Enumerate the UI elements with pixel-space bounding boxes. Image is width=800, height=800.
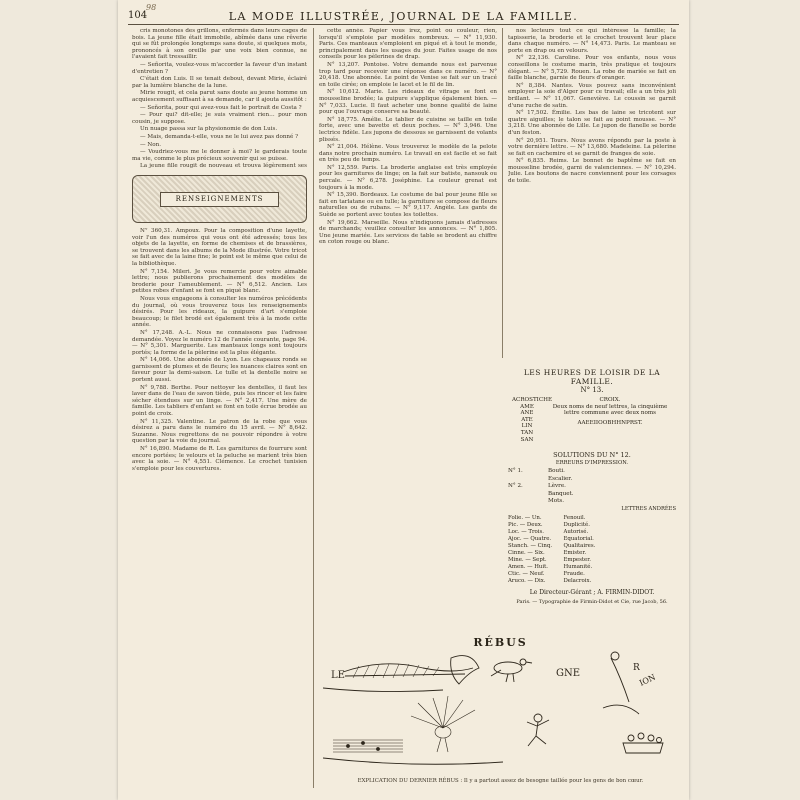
rebus-puzzle <box>323 638 678 788</box>
renseignement-paragraph: N° 11,325. Valentine. Le patron de la robe que vous désirez a paru dans le numéro du 15 avril. — N° 8,642. Suzanne. Nous regrettons de ne pouvoir répondre à votre question par la voie du journal. <box>132 418 307 445</box>
grid-row <box>508 515 676 522</box>
puzzle-row <box>508 397 676 449</box>
rebus-line <box>345 674 465 676</box>
acrostic-letter: AME <box>520 403 534 410</box>
story-paragraph: — Mais, demanda-t-elle, vous ne le lui avez pas donné ? <box>140 133 299 140</box>
grid-cell: Stanch. — Cinq. <box>508 542 553 549</box>
solution-row <box>508 483 676 506</box>
renseignement-paragraph: N° 15,390. Bordeaux. Le costume de bal pour jeune fille se fait en tarlatane ou en tulle; la garniture se compose de fleurs naturelles ou de rubans. — N° 9,117. Angèle. Les gants de Suède se portent avec toutes les toilettes. <box>319 192 497 219</box>
grid-cell: Folie. — Un. <box>508 514 542 521</box>
renseignements-column-3 <box>508 28 676 358</box>
rebus-letters-gne: GNE <box>556 668 581 679</box>
charade-letters: AAEEIIOOBHHNPRST. <box>577 419 643 426</box>
renseignement-paragraph: N° 16,890. Madame de R. Les garnitures de fourrure sont encore portées; le velours et la peluche se marient très bien avec la soie. — N° 4,551. Clémence. Le crochet tunisien s'emploie pour les couvertures. <box>132 446 307 472</box>
story-paragraph: — Non. <box>140 141 162 148</box>
bird-head <box>520 659 526 665</box>
story-paragraph: cris monotones des grillons, enfermés dans leurs cages de bois. La jeune fille était immobile, abîmée dans une rêverie qui se fût prolongée longtemps sans doute, si quelques mots, prononcés à son oreille par une voix bien connue, ne l'avaient fait tressaillir. <box>132 28 307 61</box>
grid-cell: Duplicité. <box>563 521 590 528</box>
music-staff <box>333 740 403 752</box>
grid-row <box>508 522 676 529</box>
grid-row <box>508 550 676 557</box>
running-figure <box>527 714 549 746</box>
renseignements-column-1 <box>132 228 307 768</box>
renseignement-paragraph: N° 19,662. Marseille. Nous n'indiquons jamais d'adresses de marchands; veuillez consulter les annonces. — N° 1,805. Une jeune mariée. Les services de table se brodent au chiffre en coton rouge ou blanc. <box>319 219 497 246</box>
bird-legs <box>491 670 514 682</box>
solution-number: N° 1. <box>508 468 523 474</box>
charade <box>548 397 672 426</box>
grid-cell: Autorisé. <box>563 528 589 535</box>
grid-row <box>508 543 676 550</box>
renseignement-paragraph: N° 14,066. Une abonnée de Lyon. Les chapeaux ronds se garnissent de plumes et de fleurs; les nuances claires sont en faveur pour la demi-saison. Le tulle et la dentelle noire se portent aussi. <box>132 357 307 384</box>
solution-row <box>508 468 676 483</box>
column-divider <box>502 28 503 358</box>
grid-cell: Amen. — Huit. <box>508 563 548 570</box>
figure-head <box>611 652 619 660</box>
renseignement-paragraph: N° 6,835. Reims. Le bonnet de baptême se fait en mousseline brodée, garni de valenciennes. — N° 10,294. Julie. Les boutons de nacre conviennent pour les corsages de toile. <box>508 158 676 185</box>
acrostic <box>512 397 553 443</box>
page-header <box>128 10 679 24</box>
grid-row <box>508 557 676 564</box>
story-paragraph: — Voudriez-vous me le donner à moi? le garderais toute ma vie, comme le plus précieux souvenir qui se puisse. <box>132 149 307 162</box>
bird-beak <box>526 662 532 663</box>
grid-row <box>508 536 676 543</box>
grid-cell: Fenouil. <box>563 514 586 521</box>
rebus-letter-r: R <box>633 663 640 673</box>
peacock <box>411 696 475 752</box>
grid-cell: Delacroix. <box>563 577 592 584</box>
puzzle-section <box>508 368 676 605</box>
grid-cell: Empester. <box>563 556 591 563</box>
story-paragraph: Mirie rougit, et cela parut sans doute au jeune homme un acquiescement suffisant à sa demande, car il ajouta aussitôt : <box>132 90 307 103</box>
grid-cell: Fraude. <box>563 570 585 577</box>
page-number: 104 <box>128 10 148 21</box>
grid-cell: Pic. — Deux. <box>508 521 543 528</box>
column-divider <box>313 28 314 788</box>
grid-cell: Humanité. <box>563 563 593 570</box>
renseignement-paragraph: N° 7,154. Mileri. Je vous remercie pour votre aimable lettre; nous publierons prochainement des modèles de broderie pour l'ameublement. — N° 6,512. Ancien. Les petites robes d'enfant se font en piqué blanc. <box>132 268 307 295</box>
story-paragraph: Un nuage passa sur la physionomie de don Luis. <box>140 126 278 133</box>
story-paragraph: La jeune fille rougit de nouveau et trouva légèrement ses <box>140 163 307 168</box>
renseignement-paragraph: N° 22,136. Caroline. Pour vos enfants, nous vous conseillons le costume marin, très pratique et toujours élégant. — N° 5,729. Rouen. La robe de mariée se fait en faille blanche, garnie de fleurs d'oranger. <box>508 55 676 82</box>
rebus-title: RÉBUS <box>473 636 528 649</box>
renseignement-paragraph: N° 8,384. Nantes. Vous pouvez sans inconvénient employer la soie d'Alger pour ce travail; elle a un très joli brillant. — N° 11,067. Geneviève. Le coussin se garnit d'une ruche de satin. <box>508 82 676 109</box>
story-paragraph: — Señorita, voulez-vous m'accorder la faveur d'un instant d'entretien ? <box>132 61 307 75</box>
grid-cell: Equatorial. <box>563 535 594 542</box>
renseignement-paragraph: N° 360,31. Ampoux. Pour la composition d'une layette, voir l'un des numéros qui vous ont été adressés; tous les objets de la layette, en forme de chemises et de brassières, se trouvent dans les albums de la Mode illustrée. Votre tricot se fait avec de la laine fine; le point est le même que celui de la bibliothèque. <box>132 228 307 267</box>
story-column <box>132 28 307 168</box>
story-paragraph: — Señorita, pour qui avez-vous fait le portrait de Costa ? <box>140 104 302 111</box>
grid-row <box>508 571 676 578</box>
grid-cell: Emister. <box>563 549 587 556</box>
branch <box>603 705 639 714</box>
grid-cell: Ajoc. — Quatre. <box>508 535 552 542</box>
grid-cell: Aruco. — Dix. <box>508 577 546 584</box>
grid-row <box>508 529 676 536</box>
director-signature: Le Directeur-Gérant ; A. FIRMIN-DIDOT. <box>529 588 655 596</box>
grid-row <box>508 578 676 585</box>
puzzle-section-title: LES HEURES DE LOISIR DE LA FAMILLE. <box>523 368 661 386</box>
renseignement-paragraph: N° 12,559. Paris. La broderie anglaise est très employée pour les garnitures de linge; on la fait sur batiste, nansouk ou percale. — N° 6,278. Joséphine. La couleur grenat est toujours à la mode. <box>319 164 497 191</box>
acrostic-letter: SAN <box>520 436 534 443</box>
solution-word: Bouti. Escalier. <box>548 468 573 482</box>
renseignement-paragraph: cette année. Papier vous irez, point ou couleur, rien, lorsqu'il s'emploie par modèles nombreux. — N° 11,930. Paris. Ces manteaux s'emploient en piqué et à tout le monde, principalement dans les usages du jour. Faites usage de nos conseils pour les pèlerines de drap. <box>319 28 497 61</box>
story-paragraph: — Pour qui? dit-elle; je suis vraiment rien… pour mon cousin, je suppose. <box>132 112 307 125</box>
newspaper-page <box>118 0 689 800</box>
header-rule <box>128 24 679 25</box>
grid-header: LETTRES ANDRÉES <box>621 505 676 512</box>
puzzle-number: N° 13. <box>580 386 604 394</box>
ground-line <box>323 688 443 692</box>
renseignement-paragraph: N° 10,612. Marie. Les rideaux de vitrage se font en mousseline brodée; la guipure s'applique également bien. — N° 7,033. Lucie. Il faut acheter une bonne qualité de laine pour que l'ouvrage conserve sa beauté. <box>319 89 497 116</box>
acrostic-label: ACROSTICHE <box>512 397 553 403</box>
rebus-illustration <box>323 648 678 776</box>
renseignement-paragraph: N° 20,951. Tours. Nous avons répondu par la poste à votre dernière lettre. — N° 13,680. Madeleine. La pèlerine se fait en cachemire et se garnit de franges de soie. <box>508 137 676 157</box>
grid-row <box>508 564 676 571</box>
renseignement-paragraph: nos lecteurs tout ce qui intéresse la famille; la tapisserie, la broderie et le crochet trouvent leur place dans chaque numéro. — N° 14,473. Paris. Le manteau se porte en drap ou en velours. <box>508 28 676 54</box>
acrostic-letter: ANE <box>520 410 534 417</box>
renseignement-paragraph: N° 9,788. Berthe. Pour nettoyer les dentelles, il faut les laver dans de l'eau de savon tiède, puis les rincer et les faire sécher étendues sur un linge. — N° 2,417. Une mère de famille. Les tabliers d'enfant se font en toile écrue brodée au point de croix. <box>132 384 307 418</box>
flower-arrangement <box>623 733 663 753</box>
printer-imprint: Paris. — Typographie de Firmin-Didot et Cie, rue Jacob, 56. <box>516 598 668 605</box>
handwritten-folio: 98 <box>146 3 157 12</box>
renseignement-paragraph: N° 17,502. Émilie. Les bas de laine se tricotent sur quatre aiguilles; le talon se fait au point mousse. — N° 3,218. Une abonnée de Lille. Le jupon de flanelle se borde d'un feston. <box>508 110 676 136</box>
solution-number: N° 2. <box>508 483 523 490</box>
ground-line-bottom <box>323 758 503 764</box>
grid-cell: Loc. — Trois. <box>508 528 544 535</box>
solutions-grid <box>508 515 676 585</box>
solutions-title: SOLUTIONS DU N° 12. <box>553 451 631 459</box>
rebus-letters-le: LE <box>331 670 345 681</box>
charade-text: Deux noms de neuf lettres, la cinquième lettre commune avec deux noms <box>552 403 668 417</box>
renseignement-paragraph: N° 13,207. Pontoise. Votre demande nous est parvenue trop tard pour recevoir une réponse dans ce numéro. — N° 20,418. Une abonnée. Le point de Venise se fait sur un tracé en toile cirée; on emploie le lacet et le fil de lin. <box>319 61 497 88</box>
renseignement-paragraph: N° 17,248. A.-L. Nous ne connaissons pas l'adresse demandée. Voyez le numéro 12 de l'année courante, page 94. — N° 5,301. Marguerite. Les manteaux longs sont toujours portés; la forme de la pèlerine est la plus élégante. <box>132 329 307 356</box>
grid-cell: Qualitaires. <box>563 542 596 549</box>
renseignement-paragraph: N° 18,775. Amélie. Le tablier de cuisine se taille en toile forte, avec une bavette et deux poches. — N° 3,946. Une lectrice fidèle. Les jupons de dessous se garnissent de volants plissés. <box>319 116 497 143</box>
journal-title: LA MODE ILLUSTRÉE, JOURNAL DE LA FAMILLE. <box>228 10 579 23</box>
section-banner <box>132 175 307 223</box>
renseignement-paragraph: N° 21,004. Hélène. Vous trouverez le modèle de la pelote dans notre prochain numéro. Le travail en est facile et se fait en très peu de temps. <box>319 144 497 164</box>
figure-limb <box>611 658 629 702</box>
rebus-explanation: EXPLICATION DU DERNIER RÉBUS : Il y a partout assez de besogne taillée pour les gens de bon cœur. <box>357 778 644 784</box>
renseignement-paragraph: Nous vous engageons à consulter les numéros précédents du journal, où vous trouverez tous les renseignements désirés. Pour les rideaux, la guipure d'art s'emploie beaucoup; le filet brodé est également très à la mode cette année. <box>132 295 307 329</box>
renseignements-column-2 <box>319 28 497 628</box>
section-title: RENSEIGNEMENTS <box>160 192 279 207</box>
grid-cell: Cinne. — Six. <box>508 549 545 556</box>
acrostic-letter: ATE <box>521 416 533 423</box>
acrostic-letter: LIN <box>521 423 533 430</box>
solution-word: Lèvre. Banquet. Mots. <box>548 483 574 505</box>
acrostic-letter: TAN <box>520 429 534 436</box>
rebus-wave <box>343 664 473 672</box>
rebus-letters-ion: ION <box>638 672 657 688</box>
story-paragraph: C'était don Luis. Il se tenait debout, devant Mirie, éclairé par la lumière blanche de la lune. <box>132 76 307 89</box>
charade-label: CROIX. <box>599 397 621 403</box>
grid-cell: Mine. — Sept. <box>508 556 547 563</box>
grid-cell: Ctic. — Neuf. <box>508 570 545 577</box>
solutions-list <box>508 468 676 506</box>
errata-label: ERREURS D'IMPRESSION. <box>555 460 629 466</box>
